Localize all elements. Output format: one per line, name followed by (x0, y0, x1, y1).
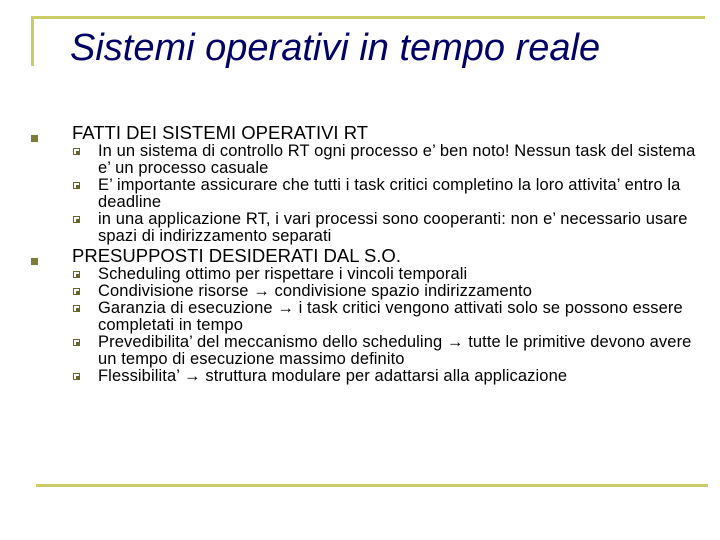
hollow-square-bullet-icon (73, 148, 80, 155)
list-item (72, 211, 700, 245)
list-item-text: E’ importante assicurare che tutti i task critici completino la loro attivita’ entro la deadline (98, 176, 681, 211)
list-item (72, 334, 700, 368)
section-requirements (30, 245, 700, 385)
list-item (72, 143, 700, 177)
list-item (72, 368, 700, 385)
section-facts (30, 122, 700, 245)
square-bullet-icon (31, 258, 38, 265)
hollow-square-bullet-icon (73, 339, 80, 346)
section-heading: PRESUPPOSTI DESIDERATI DAL S.O. (72, 245, 401, 266)
list-item-text: Scheduling ottimo per rispettare i vincoli temporali (98, 265, 468, 283)
hollow-square-bullet-icon (73, 271, 80, 278)
list-item-text: Garanzia di esecuzione → i task critici vengono attivati solo se possono essere completati in tempo (98, 299, 683, 334)
list-item (72, 177, 700, 211)
hollow-square-bullet-icon (73, 288, 80, 295)
list-item-text: Condivisione risorse → condivisione spazio indirizzamento (98, 282, 532, 300)
frame-top-line (31, 16, 705, 19)
hollow-square-bullet-icon (73, 216, 80, 223)
list-item (72, 266, 700, 283)
list-item (72, 283, 700, 300)
hollow-square-bullet-icon (73, 305, 80, 312)
hollow-square-bullet-icon (73, 373, 80, 380)
square-bullet-icon (31, 135, 38, 142)
section-heading: FATTI DEI SISTEMI OPERATIVI RT (72, 122, 369, 143)
frame-left-line (31, 16, 34, 66)
list-item (72, 300, 700, 334)
slide-title: Sistemi operativi in tempo reale (70, 27, 601, 69)
slide-content (30, 122, 700, 385)
list-item-text: In un sistema di controllo RT ogni processo e’ ben noto! Nessun task del sistema e’ un processo casuale (98, 142, 696, 177)
list-item-text: in una applicazione RT, i vari processi sono cooperanti: non e’ necessario usare spazi di indirizzamento separati (98, 210, 688, 245)
frame-bottom-line (36, 484, 708, 487)
list-item-text: Prevedibilita’ del meccanismo dello scheduling → tutte le primitive devono avere un tempo di esecuzione massimo definito (98, 333, 692, 368)
list-item-text: Flessibilita’ → struttura modulare per adattarsi alla applicazione (98, 367, 568, 385)
hollow-square-bullet-icon (73, 182, 80, 189)
